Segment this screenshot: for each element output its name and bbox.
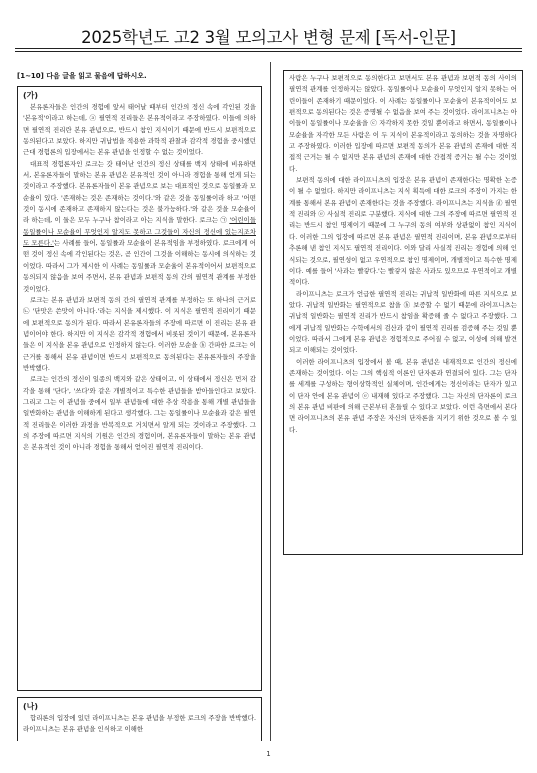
passage-ga-label: (가) bbox=[23, 91, 39, 100]
right-column bbox=[283, 70, 523, 741]
title-rule-bottom bbox=[15, 51, 522, 52]
passage-na-paragraph-1: 합리론의 입장에 있던 라이프니츠는 본유 관념을 부정한 로크의 주장을 반박했다. 라이프니츠는 본유 관념을 인식하고 이해한 bbox=[23, 714, 256, 734]
column-divider bbox=[270, 62, 271, 741]
passage-na-paragraph-5: 이러한 라이프니츠의 입장에서 볼 때, 본유 관념은 내재적으로 인간의 정신에 존재하는 것이었다. 이는 그의 핵심적 이론인 단자론과 연결되어 있다. 그는 단자를 세계를 구성하는 형이상학적인 실체이며, 인간에게는 정신이라는 단자가 있고 이 단자 안에 본유 관념이 ⓔ 내재해 있다고 주장했다. 그는 자신의 단자론이 로크의 본유 관념 비판에 의해 근본부터 흔들릴 수 있다고 보았다. 이런 측면에서 본다면 라이프니츠의 본유 관념 주장은 자신의 단자론을 지키기 위한 것으로 볼 수 있다. bbox=[289, 357, 517, 434]
passage-ga-paragraph-2-start: 대표적 경험론자인 로크는 갓 태어난 인간의 정신 상태를 백지 상태에 비유하면서, 본유론자들이 말하는 본유 관념은 본유적인 것이 아니라 경험을 통해 얻게 되는 것이라고 주장했다. 본유론자들이 본유 관념으로 보는 대표적인 것으로 동일률과 모순율이 있다. '존재하는 것은 존재하는 것이다.'와 같은 것을 동일률이라 하고 '어떤 것이 동시에 존재하고 존재하지 않는다는 것은 불가능하다.'와 같은 것을 모순율이라 하는데, 이 둘은 모두 누구나 참이라고 아는 지식을 말한다. 로크는 ㉠ bbox=[23, 159, 256, 225]
passage-na-paragraph-2: 사람은 누구나 보편적으로 동의한다고 보면서도 본유 관념과 보편적 동의 사이의 필연적 관계를 인정하지는 않았다. 동일률이나 모순율이 무엇인지 알지 못하는 어린이들이 존재하기 때문이었다. 이 사례는 동일률이나 모순율이 본유적이어도 보편적으로 동의된다는 것은 증명될 수 없음을 보여 주는 것이었다. 라이프니츠는 아이들이 동일률이나 모순율을 ⓒ 자각하지 못한 것일 뿐이라고 하면서, 동일률이나 모순율을 자각한 모든 사람은 이 두 지식이 본유적이라고 동의하는 것을 자명하다고 주장하였다. 이러한 입장에 따르면 보편적 동의가 본유 관념의 존재에 대한 직접적 근거는 될 수 없지만 본유 관념의 존재에 대한 간접적 증거는 될 수는 것이었다. bbox=[289, 74, 517, 173]
question-instruction: [1~10] 다음 글을 읽고 물음에 답하시오. bbox=[17, 72, 147, 80]
passage-na-paragraph-4: 라이프니츠는 로크가 언급한 필연적 진리는 귀납적 일반화에 따른 지식으로 보았다. 귀납적 일반화는 필연적으로 참을 ⓑ 보증할 수 없기 때문에 라이프니츠는 귀납적 일반화는 필연적 진리가 반드시 참임을 확증해 줄 수 없다고 주장했다. 그에게 귀납적 일반화는 수학에서의 검산과 같이 필연적 진리를 검증해 주는 것일 뿐이었다. 따라서 그에게 본유 관념은 경험적으로 주어질 수 없고, 이성에 의해 발견되고 이해되는 것이었다. bbox=[289, 289, 517, 355]
underlined-example-a: '어린이들 동일률이나 모순율이 무엇인지 알지도 못하고 그것들이 자신의 정신에 있는지조차도 모른다.' bbox=[23, 216, 256, 248]
passage-na-paragraph-3: 보편적 동의에 대한 라이프니츠의 입장은 본유 관념이 존재한다는 명확한 논증이 될 수 없었다. 하지만 라이프니츠는 지식 획득에 대한 로크의 주장이 가지는 한계를 통해서 본유 관념이 존재한다는 것을 주장했다. 라이프니츠는 지식을 ⓓ 필연적 진리와 ⓔ 사실적 진리로 구분했다. 지식에 대한 그의 주장에 따르면 필연적 진리는 반드시 참인 명제이기 때문에 그 누구의 동의 여부와 상관없이 참인 지식이다. 이러한 그의 입장에 따르면 본유 관념은 필연적 진리이며, 본유 관념으로부터 추론해 낸 참인 지식도 필연적 진리이다. 이와 달리 사실적 진리는 경험에 의해 인식되는 것으로, 필연성이 없고 우연적으로 참인 명제이며, 개별적이고 특수한 명제이다. 예를 들어 '사과는 빨갛다.'는 빨갛지 않은 사과도 있으므로 우연적이고 개별적이다. bbox=[289, 176, 517, 287]
passage-ga-box bbox=[17, 86, 262, 691]
title-rule-top bbox=[15, 48, 522, 49]
page-number: 1 bbox=[266, 750, 271, 758]
passage-na-continued-box bbox=[283, 70, 523, 555]
left-column bbox=[17, 70, 262, 741]
passage-ga-paragraph-3: 로크는 본유 관념과 보편적 동의 간의 필연적 관계를 부정하는 또 하나의 근거로 ㉡ '단맛은 쓴맛이 아니다.'라는 지식을 제시했다. 이 지식은 필연적 진리이기 때문에 보편적으로 동의가 된다. 따라서 본유론자들의 주장에 따르면 이 진리는 본유 관념이어야 한다. 하지만 이 지식은 감각적 경험에서 비롯된 것이기 때문에, 본유론자들은 이 지식을 본유 관념으로 인정하지 않는다. 이러한 모순을 ⓑ 간파한 로크는 이 근거를 통해서 본유 관념이면 반드시 보편적으로 동의된다는 본유론자들의 주장을 반박했다. bbox=[23, 295, 256, 372]
passage-ga-paragraph-2-end: 는 사례를 들어, 동일률과 모순율이 본유적임을 부정하였다. 로크에게 어떤 것이 정신 속에 각인된다는 것은, 곧 인간이 그것을 이해하는 동시에 의식하는 것이었다. 따라서 그가 제시한 이 사례는 동일률과 모순율이 본유적이어서 보편적으로 동의되지 않음을 보여 주면서, 본유 관념과 보편적 동의 간의 필연적 관계를 부정한 것이었다. bbox=[23, 239, 256, 293]
passage-na-box bbox=[17, 697, 262, 741]
passage-ga-paragraph-2 bbox=[23, 159, 256, 295]
passage-ga-paragraph-4: 로크는 인간의 정신이 일종의 백지와 같은 상태이고, 이 상태에서 정신은 먼저 감각을 통해 '단다', '쓰다'와 같은 개별적이고 특수한 관념들을 받아들인다고 보았다. 그리고 그는 이 관념들 중에서 일부 관념들에 대한 추상 작용을 통해 개별 관념들을 일반화하는 관념을 이해하게 된다고 생각했다. 그는 동일률이나 모순율과 같은 필연적 진리들은 이러한 과정을 반복적으로 거치면서 알게 되는 것이라고 주장했다. 그의 주장에 따르면 지식의 기원은 인간의 경험이며, 본유론자들이 말하는 본유 관념은 본유적인 것이 아니라 경험을 통해서 얻어진 필연적 진리이다. bbox=[23, 375, 256, 452]
passage-na-label: (나) bbox=[23, 702, 39, 711]
page-title: 2025학년도 고2 3월 모의고사 변형 문제 [독서-인문] bbox=[81, 28, 456, 47]
passage-ga-paragraph-1: 본유론자들은 인간의 경험에 앞서 태어날 때부터 인간의 정신 속에 각인된 것을 '본유적'이라고 하는데, ⓐ 필연적 진리들은 본유적이라고 주장하였다. 이들에 의하면 필연적 진리란 본유 관념으로, 반드시 참인 지식이기 때문에 반드시 보편적으로 동의된다고 보았다. 하지만 귀납법을 적용한 과학적 관찰과 감각적 경험을 중시했던 근대 경험론의 입장에서는 본유 관념을 인정할 수 없는 것이었다. bbox=[23, 103, 256, 157]
